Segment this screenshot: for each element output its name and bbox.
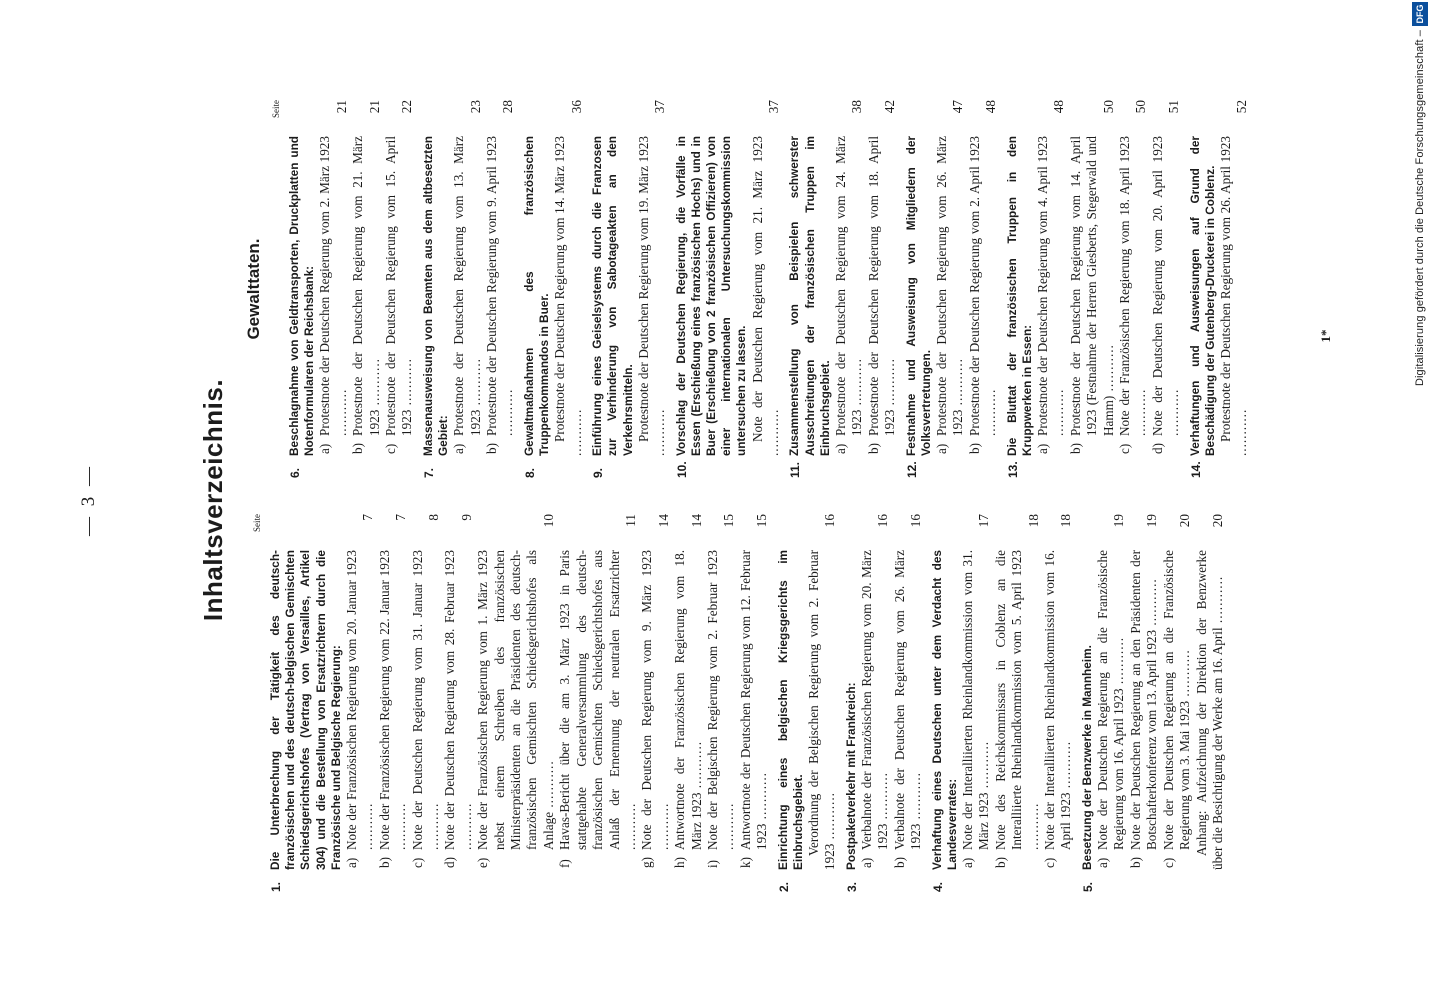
entry-page-number: 37 [652, 100, 668, 114]
seite-header: Seite [252, 514, 262, 532]
dot-leader: ........... [1111, 636, 1127, 689]
toc-section [1188, 100, 1251, 478]
entry-letter: a) [1095, 857, 1111, 868]
entry-page-number: 28 [500, 100, 516, 114]
section-number: 6. [288, 467, 302, 478]
toc-entry [705, 514, 738, 870]
entry-page-number: 19 [1111, 514, 1127, 528]
section-title: Besetzung der Benzwerke in Mannheim. [1079, 645, 1094, 870]
entry-letter: c) [383, 443, 399, 454]
section-number: 13. [1005, 461, 1020, 478]
entry-letter: f) [557, 859, 573, 868]
entry-text: Protestnote der Deutschen Regierung vom 13. März 1923 [451, 136, 483, 436]
dot-leader: ........... [765, 408, 781, 456]
dot-leader: ........... [467, 358, 483, 410]
section-title: Massenausweisung von Beamten aus dem altbesetzten Gebiet: [420, 136, 451, 456]
section-number: 11. [788, 461, 803, 478]
entry-page-number: 14 [688, 514, 704, 528]
dot-leader: ........... [976, 740, 992, 793]
entry-page-number: 52 [1234, 100, 1250, 114]
toc-entry [484, 100, 517, 456]
entry-letter: b) [891, 857, 907, 868]
toc-section [522, 100, 585, 478]
entry-text: Protestnote der Deutschen Regierung vom 14. April 1923 (Festnahme der Herren Giesberts, Stegerwald und Hamm) [1067, 136, 1116, 436]
entry-text: Protestnote der Deutschen Regierung vom 26. März 1923 [933, 136, 966, 436]
entry-page-number: 36 [568, 100, 584, 114]
toc-entry [892, 514, 925, 870]
entry-page-number: 16 [908, 514, 924, 528]
dot-leader: ........... [882, 358, 898, 410]
entry-text: Note der Interalliierten Rheinlandkommission vom 31. März 1923 [960, 550, 992, 850]
section-number: 10. [674, 461, 689, 478]
toc-section [590, 100, 668, 478]
entry-text: Protestnote der Deutschen Regierung vom 15. April 1923 [383, 136, 415, 436]
entry-letter: b) [1067, 443, 1083, 454]
page-number: — 3 — [78, 464, 99, 536]
toc-section [930, 514, 1075, 892]
toc-entry [383, 100, 416, 456]
entry-letter: a) [933, 443, 949, 454]
section-title: Postpaketverkehr mit Frankreich: [843, 682, 858, 870]
toc-entry [639, 514, 672, 870]
toc-entry [993, 514, 1042, 870]
entry-page-number: 38 [849, 100, 865, 114]
section-number: 1. [269, 881, 283, 892]
dot-leader: ........... [1058, 740, 1074, 793]
dot-leader: ........... [568, 408, 584, 456]
entry-text: Note der Deutschen Regierung an die Französische Regierung vom 16. April 1923 [1095, 550, 1127, 850]
dot-leader: ........... [426, 802, 442, 850]
toc-entry [960, 514, 993, 870]
toc-section [904, 100, 1000, 478]
entry-text: Antwortnote der Französischen Regierung vom 18. März 1923 [672, 550, 704, 850]
entry-text: Protestnote der Deutschen Regierung vom 2. März 1923 [317, 136, 333, 436]
entry-page-number: 21 [333, 100, 349, 114]
toc-entry [350, 100, 383, 456]
toc-column-right [243, 100, 1251, 478]
toc-entry [806, 514, 839, 870]
toc-entry [442, 514, 475, 870]
toc-entry [859, 514, 892, 870]
toc-section [844, 514, 925, 892]
section-heading: Gewalttaten. [244, 238, 263, 340]
entry-text: Protestnote der Deutschen Regierung vom 9. April 1923 [484, 136, 500, 436]
entry-letter: a) [1035, 443, 1051, 454]
entry-page-number: 7 [393, 514, 409, 521]
entry-page-number: 50 [1100, 100, 1116, 114]
entry-letter: a) [832, 443, 848, 454]
entry-letter: d) [442, 857, 458, 868]
entry-letter: g) [639, 857, 655, 868]
entry-page-number: 16 [822, 514, 838, 528]
toc-section [421, 100, 517, 478]
dot-leader: ........... [1234, 408, 1250, 456]
entry-letter: a) [859, 857, 874, 868]
toc-entry [1161, 514, 1194, 870]
entry-letter: b) [350, 443, 366, 454]
dot-leader: ........... [399, 358, 415, 410]
toc-entry [1095, 514, 1128, 870]
entry-letter: i) [704, 859, 720, 868]
entry-letter: b) [865, 443, 881, 454]
toc-entry [636, 100, 669, 456]
entry-page-number: 23 [467, 100, 483, 114]
entry-page-number: 51 [1166, 100, 1182, 114]
entry-page-number: 50 [1133, 100, 1149, 114]
entry-text: Note der Belgischen Regierung vom 2. Februar 1923 [704, 550, 720, 850]
toc-entry [672, 514, 705, 870]
entry-letter: a) [317, 443, 333, 454]
toc-column-left [252, 514, 1226, 892]
entry-letter: k) [737, 857, 753, 868]
entry-page-number: 14 [655, 514, 671, 528]
entry-text: Havas-Bericht über die am 3. März 1923 in Paris stattgehabte Generalversammlung des deutsch-französischen Gemischten Schiedsgerichtshofes aus Anlaß der Ernennung der neutralen Ersatzrichter [557, 550, 622, 850]
dot-leader: ........... [822, 792, 838, 844]
entry-page-number: 18 [1058, 514, 1074, 528]
toc-entry [738, 514, 771, 870]
section-title: Festnahme und Ausweisung von Mitgliedern der Volksvertretungen. [903, 136, 933, 456]
entry-text: Verbalnote der Deutschen Regierung vom 26. März 1923 [891, 550, 924, 850]
toc-entry [475, 514, 557, 870]
entry-letter: a) [451, 443, 467, 454]
toc-entry [866, 100, 899, 456]
entry-page-number: 20 [1209, 514, 1225, 528]
section-title: Beschlagnahme von Geldtransporten, Druckplatten und Notenformularen der Reichsbank: [287, 136, 317, 456]
entry-page-number: 8 [426, 514, 442, 521]
dot-leader: ........... [1025, 802, 1041, 850]
toc-section [787, 100, 898, 478]
entry-text: Protestnote der Deutschen Regierung vom 19. März 1923 [635, 136, 651, 442]
toc-entry [410, 514, 443, 870]
entry-text: Note der Deutschen Regierung vom 28. Februar 1923 [442, 550, 458, 850]
entry-text: Note der Französischen Regierung vom 18. April 1923 [1117, 136, 1133, 436]
toc-entry [557, 514, 639, 870]
dot-leader: ........... [849, 358, 865, 410]
dot-leader: ........... [1133, 388, 1149, 436]
entry-text: Verordnung der Belgischen Regierung vom 2. Februar 1923 [805, 550, 838, 870]
section-title: Die Bluttat der französischen Truppen in den Kruppwerken in Essen: [1004, 136, 1034, 456]
entry-page-number: 11 [622, 514, 638, 527]
entry-page-number: 10 [540, 514, 556, 528]
entry-letter: b) [376, 857, 392, 868]
toc-entry [451, 100, 484, 456]
entry-letter: c) [1117, 443, 1133, 454]
dot-leader: ........... [875, 772, 891, 824]
entry-page-number: 47 [950, 100, 966, 114]
section-title: Vorschlag der Deutschen Regierung, die Vorfälle in Essen (Erschießung eines französischen Hochs) und in Buer (Erschießung von 2 französischen Offizieren) von einer internationalen Untersuchungskommission untersuchen zu lassen. [673, 136, 749, 456]
dot-leader: ........... [983, 388, 999, 436]
section-number: 5. [1080, 881, 1095, 892]
dot-leader: ........... [622, 802, 638, 850]
toc-section [674, 100, 783, 478]
entry-letter: b) [992, 857, 1008, 868]
section-title: Gewaltmaßnahmen des französischen Truppenkommandos in Buer. [521, 136, 552, 456]
entry-text: Protestnote der Deutschen Regierung vom 2. April 1923 [966, 136, 982, 436]
signature-mark: 1* [1318, 329, 1333, 343]
section-number: 3. [844, 881, 859, 892]
entry-letter: d) [1149, 443, 1165, 454]
section-number: 2. [776, 881, 791, 892]
dot-leader: ........... [1144, 578, 1160, 630]
dfg-logo: DFG [1412, 2, 1428, 26]
entry-page-number: 16 [875, 514, 891, 528]
section-title: Verhaftung eines Deutschen unter dem Verdacht des Landesverrates: [929, 550, 959, 870]
entry-page-number: 48 [983, 100, 999, 114]
section-number: 4. [930, 881, 945, 892]
dot-leader: ........... [393, 802, 409, 850]
entry-text: Verbalnote der Französischen Regierung vom 20. März 1923 [859, 550, 891, 850]
entry-letter: b) [484, 443, 500, 454]
entry-page-number: 21 [366, 100, 382, 114]
entry-page-number: 9 [458, 514, 474, 521]
entry-text: Protestnote der Deutschen Regierung vom 24. März 1923 [832, 136, 865, 436]
entry-text: Note des Reichskommissars in Coblenz an die Interalliierte Rheinlandkommission vom 5. April 1923 [992, 550, 1025, 850]
dot-leader: ........... [1166, 388, 1182, 436]
entry-page-number: 42 [882, 100, 898, 114]
entry-page-number: 15 [754, 514, 770, 528]
entry-text: Note der Französischen Regierung vom 20. Januar 1923 [344, 550, 360, 850]
section-number: 9. [591, 467, 606, 478]
toc-entry [1042, 514, 1075, 870]
toc-entry [1117, 100, 1150, 456]
entry-page-number: 15 [721, 514, 737, 528]
dot-leader: ........... [540, 760, 556, 812]
entry-text: Protestnote der Deutschen Regierung vom 4. April 1923 [1035, 136, 1051, 436]
toc-section [776, 514, 839, 892]
toc-entry [317, 100, 350, 456]
toc-entry [1068, 100, 1117, 456]
entry-letter: c) [1042, 857, 1058, 868]
entry-text: Note der Französischen Regierung vom 1. März 1923 nebst einem Schreiben des französischen Ministerpräsidenten an die Präsidenten des deutsch-französischen Gemischten Schiedsgerichtshofes als Anlage [475, 550, 556, 850]
entry-text: Note der Interalliierten Rheinlandkommission vom 16. April 1923 [1042, 550, 1074, 850]
dot-leader: ........... [458, 802, 474, 850]
dot-leader: ........... [1100, 344, 1116, 396]
entry-text: Note der Deutschen Regierung vom 21. März 1923 [749, 136, 765, 442]
toc-entry [552, 100, 585, 456]
digitization-sidebar [1410, 0, 1432, 1000]
entry-letter: b) [1127, 857, 1143, 868]
toc-entry [1218, 100, 1251, 456]
toc-entry [833, 100, 866, 456]
toc-entry [750, 100, 783, 456]
dot-leader: ........... [1177, 649, 1193, 701]
entry-text: Note der Deutschen Regierung vom 31. Januar 1923 [409, 550, 425, 850]
entry-text: Note der Deutschen Regierung an den Präsidenten der Botschafterkonferenz vom 13. April 1923 [1127, 550, 1160, 850]
dot-leader: ........... [950, 358, 966, 410]
toc-entry [1128, 514, 1161, 870]
entry-text: Note der Deutschen Regierung vom 20. April 1923 [1149, 136, 1165, 436]
seite-header: Seite [271, 100, 281, 118]
entry-text: Anhang: Aufzeichnung der Direktion der Benzwerke über die Besichtigung der Werke am 16. April [1193, 550, 1225, 870]
entry-page-number: 20 [1177, 514, 1193, 528]
section-title: Zusammenstellung von Beispielen schwerster Ausschreitungen der französischen Truppen im Einbruchsgebiet. [787, 136, 832, 456]
entry-page-number: 17 [976, 514, 992, 528]
section-title: Verhaftungen und Ausweisungen auf Grund der Beschädigung der Gutenberg-Druckerei in Coblenz. [1187, 136, 1217, 456]
toc-section [1005, 100, 1183, 478]
entry-text: Note der Deutschen Regierung vom 9. März 1923 [639, 550, 655, 850]
entry-page-number: 7 [360, 514, 376, 521]
toc-section [268, 514, 771, 892]
toc-entry [934, 100, 967, 456]
toc-section [1080, 514, 1226, 892]
section-number: 8. [522, 467, 537, 478]
entry-text: Protestnote der Deutschen Regierung vom 14. März 1923 [552, 136, 568, 442]
entry-page-number: 18 [1025, 514, 1041, 528]
section-title: Einrichtung eines belgischen Kriegsgerichts im Einbruchsgebiet. [775, 550, 805, 870]
entry-page-number: 22 [399, 100, 415, 114]
dot-leader: ........... [721, 802, 737, 850]
entry-text: Protestnote der Deutschen Regierung vom 21. März 1923 [350, 136, 382, 436]
dot-leader: ........... [688, 740, 704, 793]
entry-letter: e) [475, 857, 491, 868]
entry-page-number: 37 [765, 100, 781, 114]
entry-text: Note der Deutschen Regierung an die Französische Regierung vom 3. Mai 1923 [1160, 550, 1193, 850]
toc-entry [1150, 100, 1183, 456]
entry-text: Antwortnote der Deutschen Regierung vom 12. Februar 1923 [737, 550, 770, 850]
entry-letter: a) [344, 857, 360, 868]
dot-leader: ........... [360, 802, 376, 850]
toc-entry [1194, 514, 1227, 870]
dot-leader: ........... [333, 388, 349, 436]
section-title: Einführung eines Geiselsystems durch die Franzosen zur Verhinderung von Sabotageakten an den Verkehrsmitteln. [590, 136, 635, 456]
entry-text: Note der Französischen Regierung vom 22. Januar 1923 [376, 550, 392, 850]
dot-leader: ........... [500, 388, 516, 436]
entry-text: Protestnote der Deutschen Regierung vom 18. April 1923 [865, 136, 898, 436]
entry-letter: c) [1160, 857, 1176, 868]
page-title: Inhaltsverzeichnis. [198, 378, 228, 622]
section-number: 12. [904, 461, 919, 478]
toc-section [287, 100, 416, 478]
entry-letter: a) [960, 857, 976, 868]
section-title: Die Unterbrechung der Tätigkeit des deutsch-französischen und des deutsch-belgischen Gemischten Schiedsgerichtshofes (Vertrag von Versailles, Artikel 304) und die Bestellung von Ersatzrichtern durch die Französische und Belgische Regierung: [268, 550, 343, 870]
toc-entry [967, 100, 1000, 456]
dot-leader: ........... [908, 772, 924, 824]
entry-letter: h) [672, 857, 688, 868]
entry-page-number: 19 [1144, 514, 1160, 528]
dot-leader: ........... [1209, 575, 1225, 628]
dot-leader: ........... [652, 408, 668, 456]
dot-leader: ........... [655, 802, 671, 850]
dot-leader: ........... [366, 358, 382, 410]
dot-leader: ........... [754, 772, 770, 824]
toc-entry [377, 514, 410, 870]
section-number: 14. [1188, 461, 1203, 478]
entry-text: Protestnote der Deutschen Regierung vom 26. April 1923 [1218, 136, 1234, 442]
entry-page-number: 48 [1051, 100, 1067, 114]
toc-entry [344, 514, 377, 870]
toc-entry [1035, 100, 1068, 456]
sidebar-credit: Digitalisierung gefördert durch die Deutsche Forschungsgemeinschaft – [1414, 30, 1426, 387]
dot-leader: ........... [1051, 388, 1067, 436]
section-number: 7. [421, 467, 436, 478]
entry-letter: b) [966, 443, 982, 454]
entry-letter: c) [409, 857, 425, 868]
